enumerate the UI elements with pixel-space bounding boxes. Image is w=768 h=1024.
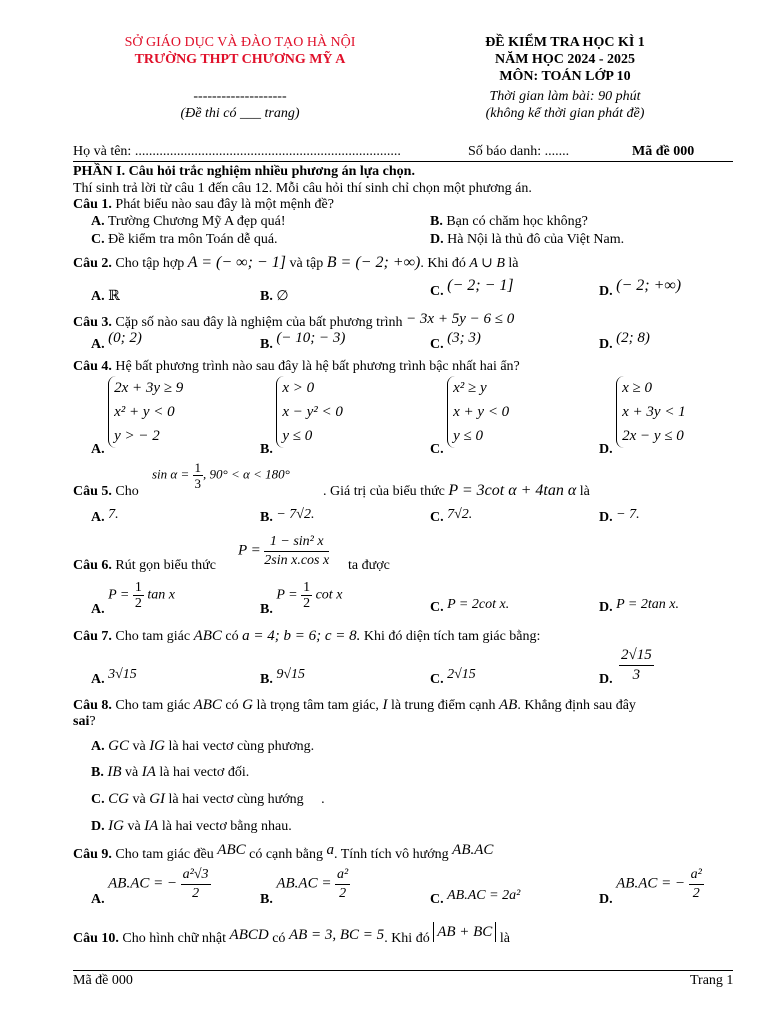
option-text: (− 2; +∞) bbox=[616, 277, 682, 294]
question-text: Cho tam giác bbox=[115, 698, 191, 713]
question-label: Câu 4. bbox=[73, 359, 112, 374]
department-name: SỞ GIÁO DỤC VÀ ĐÀO TẠO HÀ NỘI bbox=[124, 35, 356, 50]
option-text: 7√2. bbox=[447, 507, 473, 522]
union-expr: A ∪ B bbox=[469, 256, 505, 271]
option-text: 7. bbox=[108, 507, 119, 522]
q4-option-b[interactable] bbox=[260, 376, 343, 457]
q2-option-d[interactable] bbox=[599, 277, 682, 300]
option-text: 3√15 bbox=[108, 667, 137, 682]
triangle-name: ABC bbox=[193, 697, 222, 713]
option-letter: C. bbox=[91, 792, 105, 807]
question-label: Câu 2. bbox=[73, 256, 112, 271]
triangle-name: ABC bbox=[217, 842, 246, 858]
option-text: là hai vectơ cùng hướng bbox=[168, 792, 304, 807]
vector: IB bbox=[107, 764, 122, 780]
option-letter: D. bbox=[430, 232, 444, 247]
q6-option-b[interactable] bbox=[260, 580, 343, 617]
option-letter: D. bbox=[599, 600, 613, 615]
page-number: Trang 1 bbox=[690, 973, 734, 988]
option-text: ℝ bbox=[108, 289, 120, 304]
option-letter: D. bbox=[599, 284, 613, 299]
question-text: . Tính tích vô hướng bbox=[333, 847, 449, 862]
option-text: AB.AC = bbox=[276, 875, 332, 892]
fraction bbox=[193, 460, 204, 491]
student-id-field: Số báo danh: ....... bbox=[468, 144, 570, 159]
question-text: có bbox=[272, 931, 286, 946]
vector: GC bbox=[108, 738, 129, 754]
question-1 bbox=[73, 197, 334, 213]
q6-option-d[interactable] bbox=[599, 597, 679, 616]
option-text: là hai vectơ cùng phương. bbox=[168, 739, 315, 754]
denominator: 2 bbox=[134, 596, 142, 611]
question-text: ? bbox=[89, 714, 96, 729]
numerator: 1 bbox=[134, 580, 142, 595]
denominator: 2sin x.cos x bbox=[264, 553, 330, 568]
question-text: Cho bbox=[115, 484, 139, 499]
option-text: là hai vectơ đối. bbox=[159, 765, 250, 780]
option-letter: C. bbox=[430, 600, 444, 615]
fraction bbox=[619, 646, 654, 685]
question-10 bbox=[73, 924, 510, 947]
option-text: và bbox=[127, 819, 141, 834]
question-text: . Khi đó bbox=[384, 931, 430, 946]
q4-option-d[interactable] bbox=[599, 376, 686, 457]
question-text: Phát biểu nào sau đây là một mệnh đề? bbox=[115, 197, 334, 212]
option-text: và bbox=[125, 765, 139, 780]
option-letter: A. bbox=[91, 289, 105, 304]
q7-option-c[interactable] bbox=[430, 667, 476, 688]
emphasis-word: sai bbox=[73, 714, 90, 729]
system-line: 2x + 3y ≥ 9 bbox=[114, 380, 184, 396]
option-letter: D. bbox=[91, 819, 105, 834]
footer-exam-code: Mã đề 000 bbox=[73, 973, 133, 988]
p-label: P = bbox=[238, 542, 261, 559]
q2-option-c[interactable] bbox=[430, 277, 514, 300]
q3-option-c[interactable] bbox=[430, 330, 481, 353]
system-line: x ≥ 0 bbox=[622, 380, 653, 396]
option-text: (0; 2) bbox=[108, 330, 142, 346]
option-letter: A. bbox=[91, 214, 105, 229]
numerator: 1 bbox=[303, 580, 311, 595]
q5-option-d[interactable] bbox=[599, 507, 640, 526]
inequality: − 3x + 5y − 6 ≤ 0 bbox=[406, 311, 515, 327]
school-year: NĂM HỌC 2024 - 2025 bbox=[495, 52, 635, 67]
q5-option-c[interactable] bbox=[430, 507, 473, 526]
q6-option-a[interactable] bbox=[91, 580, 175, 617]
option-letter: C. bbox=[430, 672, 444, 687]
question-label: Câu 8. bbox=[73, 698, 112, 713]
point-i: I bbox=[382, 697, 388, 713]
footer-divider bbox=[73, 970, 733, 971]
option-text: tan x bbox=[147, 587, 175, 603]
question-text: có bbox=[225, 629, 239, 644]
option-text: AB.AC = − bbox=[616, 875, 686, 892]
option-text: và bbox=[132, 792, 146, 807]
numerator: a² bbox=[335, 866, 350, 885]
question-text: Cho hình chữ nhật bbox=[122, 931, 227, 946]
q2-option-b[interactable] bbox=[260, 288, 289, 305]
question-label: Câu 7. bbox=[73, 629, 112, 644]
vector-magnitude: AB + BC bbox=[433, 922, 496, 942]
rectangle-name: ABCD bbox=[229, 927, 269, 943]
option-letter: B. bbox=[91, 765, 104, 780]
part1-title: PHẦN I. Câu hỏi trắc nghiệm nhiều phương án lựa chọn. bbox=[73, 164, 415, 179]
option-letter: B. bbox=[260, 672, 273, 687]
school-name: TRƯỜNG THPT CHƯƠNG MỸ A bbox=[134, 52, 346, 67]
question-label: Câu 5. bbox=[73, 484, 112, 499]
question-2 bbox=[73, 254, 519, 272]
numerator: 1 − sin² x bbox=[264, 533, 329, 552]
header-dashes: -------------------- bbox=[193, 89, 287, 104]
option-text: và bbox=[132, 739, 146, 754]
numerator: a² bbox=[689, 866, 704, 885]
question-text: là bbox=[508, 256, 519, 271]
q2-option-a[interactable] bbox=[91, 288, 120, 305]
option-letter: A. bbox=[91, 672, 105, 687]
p-label: P = bbox=[108, 587, 130, 603]
question-text: . Giá trị của biểu thức bbox=[323, 484, 445, 499]
option-letter: B. bbox=[260, 892, 273, 907]
option-letter: C. bbox=[430, 284, 444, 299]
option-letter: C. bbox=[430, 337, 444, 352]
question-text: Hệ bất phương trình nào sau đây là hệ bất phương trình bậc nhất hai ẩn? bbox=[115, 359, 520, 374]
option-text: (− 10; − 3) bbox=[276, 330, 346, 346]
question-9 bbox=[73, 842, 494, 863]
q9-option-b[interactable] bbox=[260, 866, 350, 907]
vector: CG bbox=[108, 791, 129, 807]
system-line: x² ≥ y bbox=[453, 380, 487, 396]
system-brace bbox=[276, 376, 343, 448]
option-text: AB.AC = 2a² bbox=[447, 888, 521, 903]
option-text: 9√15 bbox=[276, 667, 306, 682]
denominator: 2 bbox=[339, 886, 347, 901]
option-text: (3; 3) bbox=[447, 330, 481, 346]
option-letter: D. bbox=[599, 510, 613, 525]
question-8-cont bbox=[73, 714, 96, 730]
q9-option-c[interactable] bbox=[430, 888, 521, 908]
angle-condition: , 90° < α < 180° bbox=[203, 466, 290, 482]
option-letter: B. bbox=[260, 337, 273, 352]
q3-option-b[interactable] bbox=[260, 330, 346, 353]
option-letter: B. bbox=[260, 442, 273, 457]
subject: MÔN: TOÁN LỚP 10 bbox=[499, 69, 631, 84]
option-text: là hai vectơ bằng nhau. bbox=[161, 819, 292, 834]
q8-option-a[interactable] bbox=[91, 738, 314, 755]
q7-option-a[interactable] bbox=[91, 667, 137, 688]
option-text: P = 2tan x. bbox=[616, 597, 679, 612]
fraction bbox=[264, 533, 329, 570]
option-text: cot x bbox=[315, 587, 343, 603]
question-label: Câu 9. bbox=[73, 847, 112, 862]
q4-option-c[interactable] bbox=[430, 376, 510, 457]
numerator: a²√3 bbox=[181, 866, 211, 885]
option-text: − 7. bbox=[616, 507, 640, 522]
question-6-cont: ta được bbox=[348, 558, 390, 573]
system-brace bbox=[447, 376, 509, 448]
question-7 bbox=[73, 628, 540, 645]
part1-instruction: Thí sinh trả lời từ câu 1 đến câu 12. Mỗi câu hỏi thí sinh chỉ chọn một phương án. bbox=[73, 181, 532, 196]
option-letter: C. bbox=[430, 442, 444, 457]
exam-code: Mã đề 000 bbox=[632, 144, 695, 159]
system-line: x + 3y < 1 bbox=[622, 404, 686, 420]
q5-option-b[interactable] bbox=[260, 507, 315, 526]
question-text: Cho tam giác đều bbox=[115, 847, 214, 862]
option-letter: B. bbox=[430, 214, 443, 229]
question-5-cont bbox=[323, 482, 590, 500]
fraction bbox=[301, 580, 312, 611]
question-label: Câu 10. bbox=[73, 931, 119, 946]
option-letter: A. bbox=[91, 602, 105, 617]
system-line: 2x − y ≤ 0 bbox=[622, 428, 684, 444]
option-text: − 7√2. bbox=[276, 507, 315, 522]
option-text: ∅ bbox=[276, 289, 289, 304]
q9-option-a[interactable] bbox=[91, 866, 211, 907]
q7-option-b[interactable] bbox=[260, 667, 306, 688]
page-count: (Đề thi có ___ trang) bbox=[180, 106, 300, 121]
option-text: 2√15 bbox=[447, 667, 476, 682]
question-text: có cạnh bằng bbox=[249, 847, 323, 862]
question-text: là trung điểm cạnh bbox=[390, 698, 496, 713]
system-brace bbox=[616, 376, 686, 448]
denominator: 3 bbox=[194, 476, 202, 491]
student-name-field: Họ và tên: ............................................................................ bbox=[73, 144, 401, 159]
option-text: Trường Chương Mỹ A đẹp quá! bbox=[107, 214, 286, 229]
option-letter: A. bbox=[91, 337, 105, 352]
set-a: A = (− ∞; − 1] bbox=[187, 254, 286, 271]
exam-time-note: (không kể thời gian phát đề) bbox=[485, 106, 645, 121]
option-letter: D. bbox=[599, 337, 613, 352]
question-6 bbox=[73, 558, 216, 574]
denominator: 2 bbox=[692, 886, 700, 901]
point-g: G bbox=[242, 697, 253, 713]
option-text: Hà Nội là thủ đô của Việt Nam. bbox=[447, 232, 625, 247]
vector: GI bbox=[149, 791, 166, 807]
p-expression: P = 3cot α + 4tan α bbox=[448, 482, 577, 499]
vector: IG bbox=[108, 818, 124, 834]
option-text: Đề kiểm tra môn Toán dễ quá. bbox=[108, 232, 278, 247]
vector: IG bbox=[149, 738, 166, 754]
q9-option-d[interactable] bbox=[599, 866, 704, 907]
question-text: là trọng tâm tam giác, bbox=[256, 698, 379, 713]
q8-option-d[interactable] bbox=[91, 818, 292, 835]
question-text: Rút gọn biểu thức bbox=[115, 558, 216, 573]
option-letter: C. bbox=[430, 892, 444, 907]
exam-time: Thời gian làm bài: 90 phút bbox=[489, 89, 641, 104]
q1-option-d[interactable] bbox=[430, 232, 624, 248]
question-label: Câu 6. bbox=[73, 558, 112, 573]
option-letter: A. bbox=[91, 739, 105, 754]
side-lengths: a = 4; b = 6; c = 8. bbox=[242, 628, 361, 644]
option-letter: D. bbox=[599, 672, 613, 687]
side-lengths: AB = 3, BC = 5 bbox=[288, 927, 385, 943]
option-letter: B. bbox=[260, 289, 273, 304]
q6-option-c[interactable] bbox=[430, 597, 510, 616]
q3-option-d[interactable] bbox=[599, 330, 650, 353]
option-letter: A. bbox=[91, 892, 105, 907]
fraction bbox=[335, 866, 350, 903]
q3-option-a[interactable] bbox=[91, 330, 142, 353]
segment-ab: AB bbox=[499, 697, 518, 713]
q5-condition bbox=[152, 460, 290, 491]
question-4 bbox=[73, 359, 520, 375]
vector: IA bbox=[144, 818, 159, 834]
q5-option-a[interactable] bbox=[91, 507, 119, 526]
option-letter: B. bbox=[260, 602, 273, 617]
set-b: B = (− 2; +∞) bbox=[326, 254, 421, 271]
option-letter: B. bbox=[260, 510, 273, 525]
option-letter: D. bbox=[599, 892, 613, 907]
option-letter: C. bbox=[91, 232, 105, 247]
option-letter: A. bbox=[91, 510, 105, 525]
option-text: P = 2cot x. bbox=[447, 597, 510, 612]
question-text: . Khẳng định sau đây bbox=[517, 698, 636, 713]
system-line: y ≤ 0 bbox=[282, 428, 313, 444]
system-line: x² + y < 0 bbox=[114, 404, 175, 420]
denominator: 2 bbox=[192, 886, 200, 901]
question-label: Câu 1. bbox=[73, 197, 112, 212]
question-text: và tập bbox=[289, 256, 324, 271]
q4-option-a[interactable] bbox=[91, 376, 184, 457]
side-a: a bbox=[326, 842, 334, 858]
option-text: AB.AC = − bbox=[108, 875, 178, 892]
system-line: x > 0 bbox=[282, 380, 315, 396]
question-5 bbox=[73, 484, 139, 500]
triangle-name: ABC bbox=[193, 628, 222, 644]
q1-option-c[interactable] bbox=[91, 232, 278, 248]
question-8 bbox=[73, 697, 636, 714]
vector: IA bbox=[141, 764, 156, 780]
q6-expression bbox=[238, 533, 329, 570]
fraction bbox=[689, 866, 704, 903]
option-text: Bạn có chăm học không? bbox=[446, 214, 588, 229]
dot-product: AB.AC bbox=[452, 842, 494, 858]
sin-expr: sin α = bbox=[152, 466, 190, 482]
numerator: 1 bbox=[194, 460, 202, 475]
denominator: 2 bbox=[303, 596, 311, 611]
fraction bbox=[181, 866, 211, 903]
question-label: Câu 3. bbox=[73, 315, 112, 330]
denominator: 3 bbox=[632, 667, 641, 683]
question-text: Khi đó diện tích tam giác bằng: bbox=[363, 629, 541, 644]
header-divider bbox=[73, 161, 733, 162]
q7-option-d[interactable] bbox=[599, 672, 613, 688]
option-text: (− 2; − 1] bbox=[447, 277, 514, 294]
system-line: x + y < 0 bbox=[453, 404, 510, 420]
q8-option-b[interactable] bbox=[91, 764, 249, 781]
system-line: y > − 2 bbox=[114, 428, 160, 444]
option-letter: A. bbox=[91, 442, 105, 457]
question-text: là bbox=[499, 931, 510, 946]
option-text: . bbox=[321, 792, 325, 807]
option-text: (2; 8) bbox=[616, 330, 650, 346]
question-text: là bbox=[579, 484, 590, 499]
system-line: x − y² < 0 bbox=[282, 404, 343, 420]
p-label: P = bbox=[276, 587, 298, 603]
fraction bbox=[133, 580, 144, 611]
question-text: Cho tập hợp bbox=[115, 256, 185, 271]
question-text: Cho tam giác bbox=[115, 629, 191, 644]
question-3 bbox=[73, 311, 515, 331]
q1-option-b[interactable] bbox=[430, 214, 588, 230]
q7-option-d-fraction bbox=[619, 646, 654, 685]
question-text: . Khi đó bbox=[420, 256, 466, 271]
question-text: Cặp số nào sau đây là nghiệm của bất phương trình bbox=[115, 315, 403, 330]
q1-option-a[interactable] bbox=[91, 214, 286, 230]
question-text: có bbox=[225, 698, 239, 713]
exam-title: ĐỀ KIỂM TRA HỌC KÌ 1 bbox=[485, 35, 645, 50]
system-brace bbox=[108, 376, 183, 448]
q8-option-c[interactable] bbox=[91, 791, 325, 808]
system-line: y ≤ 0 bbox=[453, 428, 484, 444]
option-letter: C. bbox=[430, 510, 444, 525]
numerator: 2√15 bbox=[619, 646, 654, 666]
option-letter: D. bbox=[599, 442, 613, 457]
